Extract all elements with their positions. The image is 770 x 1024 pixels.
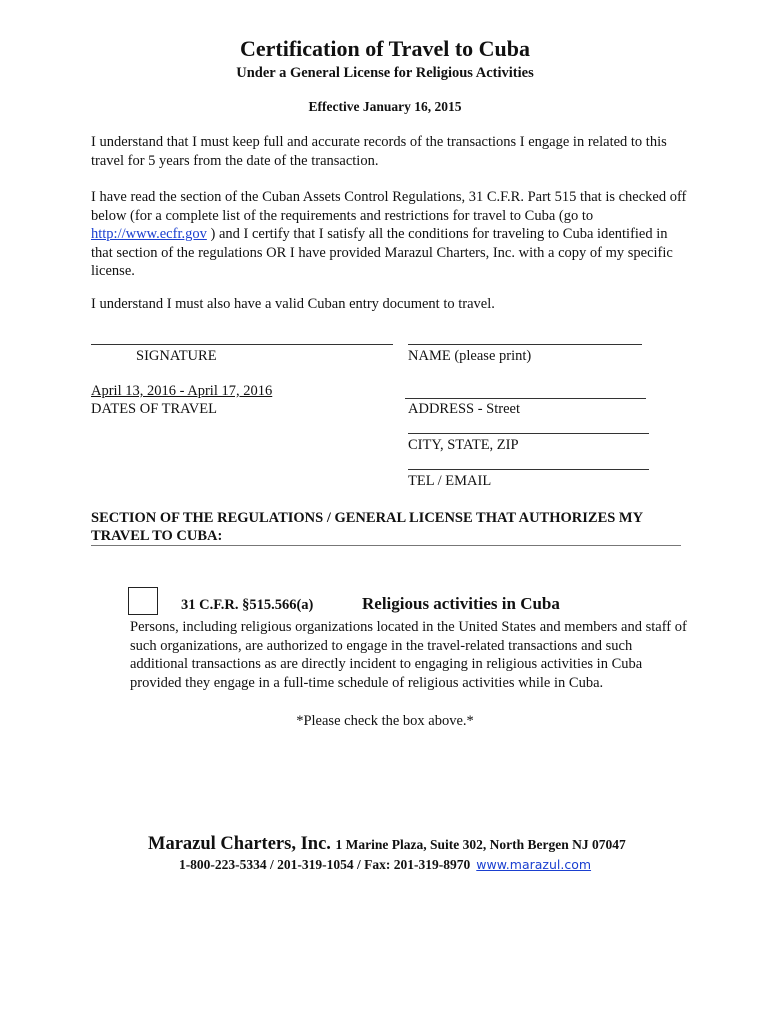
company-info [148,834,626,855]
section-heading: SECTION OF THE REGULATIONS / GENERAL LICENSE THAT AUTHORIZES MY TRAVEL TO CUBA: [91,510,643,544]
contact-line [0,857,770,873]
regulations-text-start: I have read the section of the Cuban Assets Control Regulations, 31 C.F.R. Part 515 that is checked off below (for a complete list of the requirements and restrictions for travel to Cuba (go to [91,189,687,224]
activity-title: Religious activities in Cuba [362,594,560,613]
signature-label: SIGNATURE [136,348,217,364]
page-title: Certification of Travel to Cuba [239,36,531,61]
entry-document-paragraph: I understand I must also have a valid Cuban entry document to travel. [91,296,495,312]
check-box-note: *Please check the box above.* [296,713,474,729]
name-label: NAME (please print) [408,348,532,364]
dates-of-travel-label: DATES OF TRAVEL [91,401,217,417]
activity-description: Persons, including religious organizations located in the United States and members and staff of such organizations, are authorized to engage in the travel-related transactions and such additional transactions as are directly incident to engaging in religious activities in Cuba provided they engage in a full-time schedule of religious activities while in Cuba. [130,619,687,691]
address-label: ADDRESS - Street [408,401,520,417]
effective-date: Effective January 16, 2015 [308,99,462,114]
website-link[interactable]: www.marazul.com [476,857,592,872]
page-subtitle: Under a General License for Religious Activities [236,65,534,81]
records-paragraph: I understand that I must keep full and accurate records of the transactions I engage in related to this travel for 5 years from the date of the transaction. [91,134,667,169]
regulations-paragraph [91,188,691,281]
ecfr-link[interactable]: http://www.ecfr.gov [91,226,207,242]
phone-numbers: 1-800-223-5334 / 201-319-1054 / Fax: 201-319-8970 [178,857,471,872]
religious-activities-checkbox[interactable] [128,587,158,615]
signature-line[interactable] [91,344,393,345]
cfr-reference: 31 C.F.R. §515.566(a) [181,597,314,613]
city-state-zip-label: CITY, STATE, ZIP [408,437,519,453]
name-line[interactable] [408,344,642,345]
dates-of-travel-value[interactable]: April 13, 2016 - April 17, 2016 [91,383,273,399]
section-divider [91,545,681,546]
regulations-text-end: ) and I certify that I satisfy all the conditions for traveling to Cuba identified in that section of the regulations OR I have provided Marazul Charters, Inc. with a copy of my specific license. [91,226,673,279]
city-line[interactable] [408,433,649,434]
company-address: 1 Marine Plaza, Suite 302, North Bergen NJ 07047 [335,837,626,852]
tel-email-line[interactable] [408,469,649,470]
company-name: Marazul Charters, Inc. [148,834,331,854]
address-line[interactable] [405,398,646,399]
tel-email-label: TEL / EMAIL [408,473,492,489]
